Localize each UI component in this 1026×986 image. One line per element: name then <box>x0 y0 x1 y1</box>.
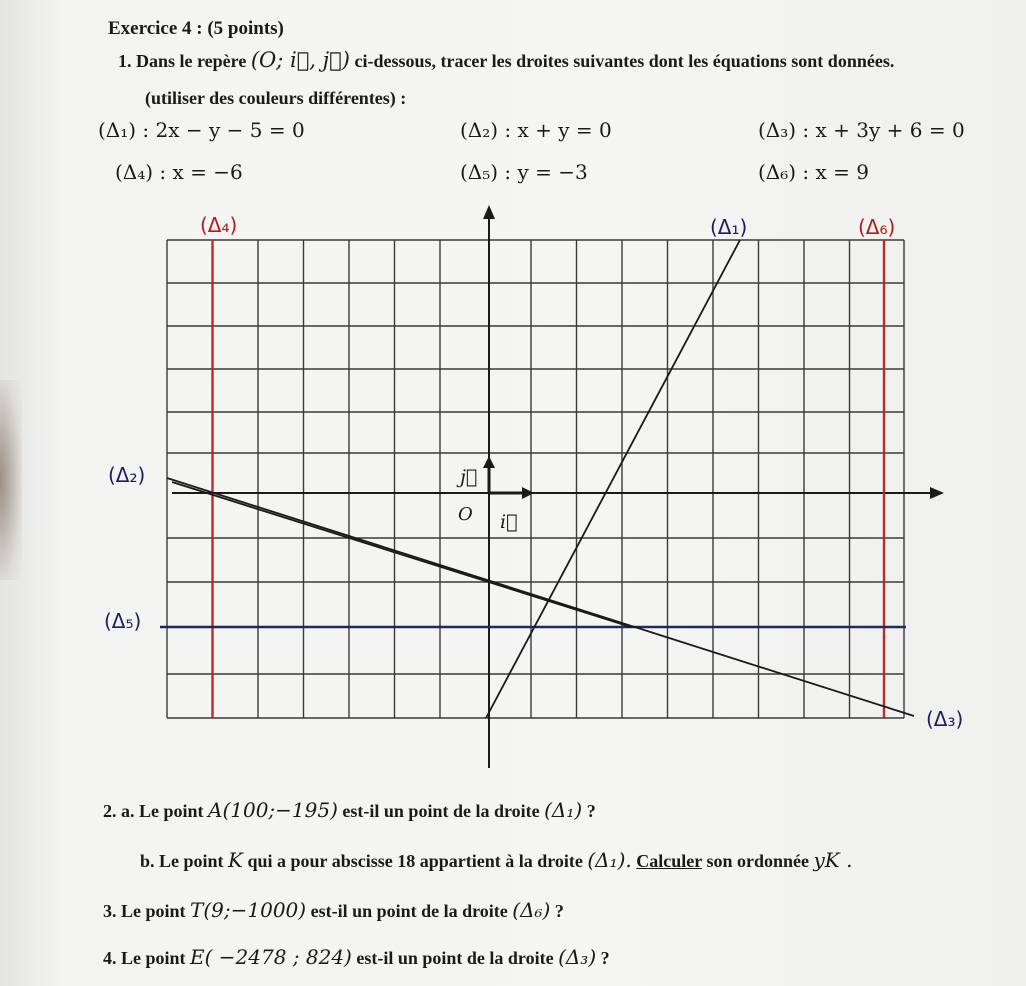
q1-repere: (O; i⃗, j⃗) <box>250 48 350 72</box>
line-delta3 <box>167 478 914 716</box>
q4-text-before: Le point <box>121 948 186 968</box>
handwritten-label-d5: (Δ₅) <box>104 609 142 633</box>
x-axis-arrow-icon <box>930 487 944 499</box>
line-delta2 <box>172 482 631 627</box>
grid-lines <box>167 240 904 718</box>
q2b-yk: yK . <box>813 848 853 872</box>
q2a-end: ? <box>586 801 596 821</box>
q4-text-after: est-il un point de la droite <box>356 948 554 968</box>
q2a-point: A(100;−195) <box>208 798 338 822</box>
q2a-text-before: Le point <box>139 801 204 821</box>
equation-d6: (Δ₆) : x = 9 <box>758 160 869 184</box>
exercise-title: Exercice 4 : (5 points) <box>108 18 284 39</box>
q4-point: E( −2478 ; 824) <box>190 945 352 969</box>
q3-text-before: Le point <box>121 901 186 921</box>
q2a-text-after: est-il un point de la droite <box>342 801 540 821</box>
q2b-line: (Δ₁). <box>587 848 632 872</box>
equation-d4: (Δ₄) : x = −6 <box>115 160 243 184</box>
q3-line: (Δ₆) <box>512 898 551 922</box>
handwritten-label-d1: (Δ₁) <box>710 215 748 239</box>
i-label: i⃗ <box>500 511 518 533</box>
q1-text-after: ci-dessous, tracer les droites suivantes dont les équations sont données. <box>354 51 895 71</box>
q1-text-before: Dans le repère <box>136 51 247 71</box>
q3-number: 3. <box>103 901 117 921</box>
q3-point: T(9;−1000) <box>190 898 307 922</box>
q4-number: 4. <box>103 948 117 968</box>
j-label: j⃗ <box>460 466 478 488</box>
vector-i-arrow-icon <box>522 487 534 499</box>
line-delta1 <box>486 240 740 718</box>
handwritten-label-d3: (Δ₃) <box>926 707 964 731</box>
q1-subtitle: (utiliser des couleurs différentes) : <box>145 88 407 108</box>
q2b-text-after: son ordonnée <box>706 851 809 871</box>
origin-label: O <box>458 504 473 525</box>
question-4 <box>103 945 610 969</box>
question-2b <box>140 848 852 872</box>
handwritten-label-d6: (Δ₆) <box>858 215 896 239</box>
q2b-text-mid: qui a pour abscisse 18 appartient à la droite <box>247 851 583 871</box>
q4-end: ? <box>600 948 610 968</box>
equation-d5: (Δ₅) : y = −3 <box>460 160 588 184</box>
question-3 <box>103 898 564 922</box>
q4-line: (Δ₃) <box>558 945 597 969</box>
y-axis-arrow-icon <box>483 205 495 219</box>
handwritten-label-d2: (Δ₂) <box>108 463 146 487</box>
vector-j-arrow-icon <box>483 456 495 468</box>
handwritten-label-d4: (Δ₄) <box>200 213 238 237</box>
q2b-k: K <box>228 848 243 872</box>
q1-number: 1. <box>118 51 132 71</box>
equation-d3: (Δ₃) : x + 3y + 6 = 0 <box>758 118 965 142</box>
question-2a <box>103 798 596 822</box>
equation-d1: (Δ₁) : 2x − y − 5 = 0 <box>98 118 305 142</box>
q3-text-after: est-il un point de la droite <box>310 901 508 921</box>
q2a-line: (Δ₁) <box>544 798 583 822</box>
q2b-text-before: Le point <box>159 851 224 871</box>
q3-end: ? <box>554 901 564 921</box>
equation-d2: (Δ₂) : x + y = 0 <box>460 118 612 142</box>
q2b-number: b. <box>140 851 155 871</box>
q2a-number: 2. a. <box>103 801 135 821</box>
q2b-calculer: Calculer <box>636 851 702 871</box>
